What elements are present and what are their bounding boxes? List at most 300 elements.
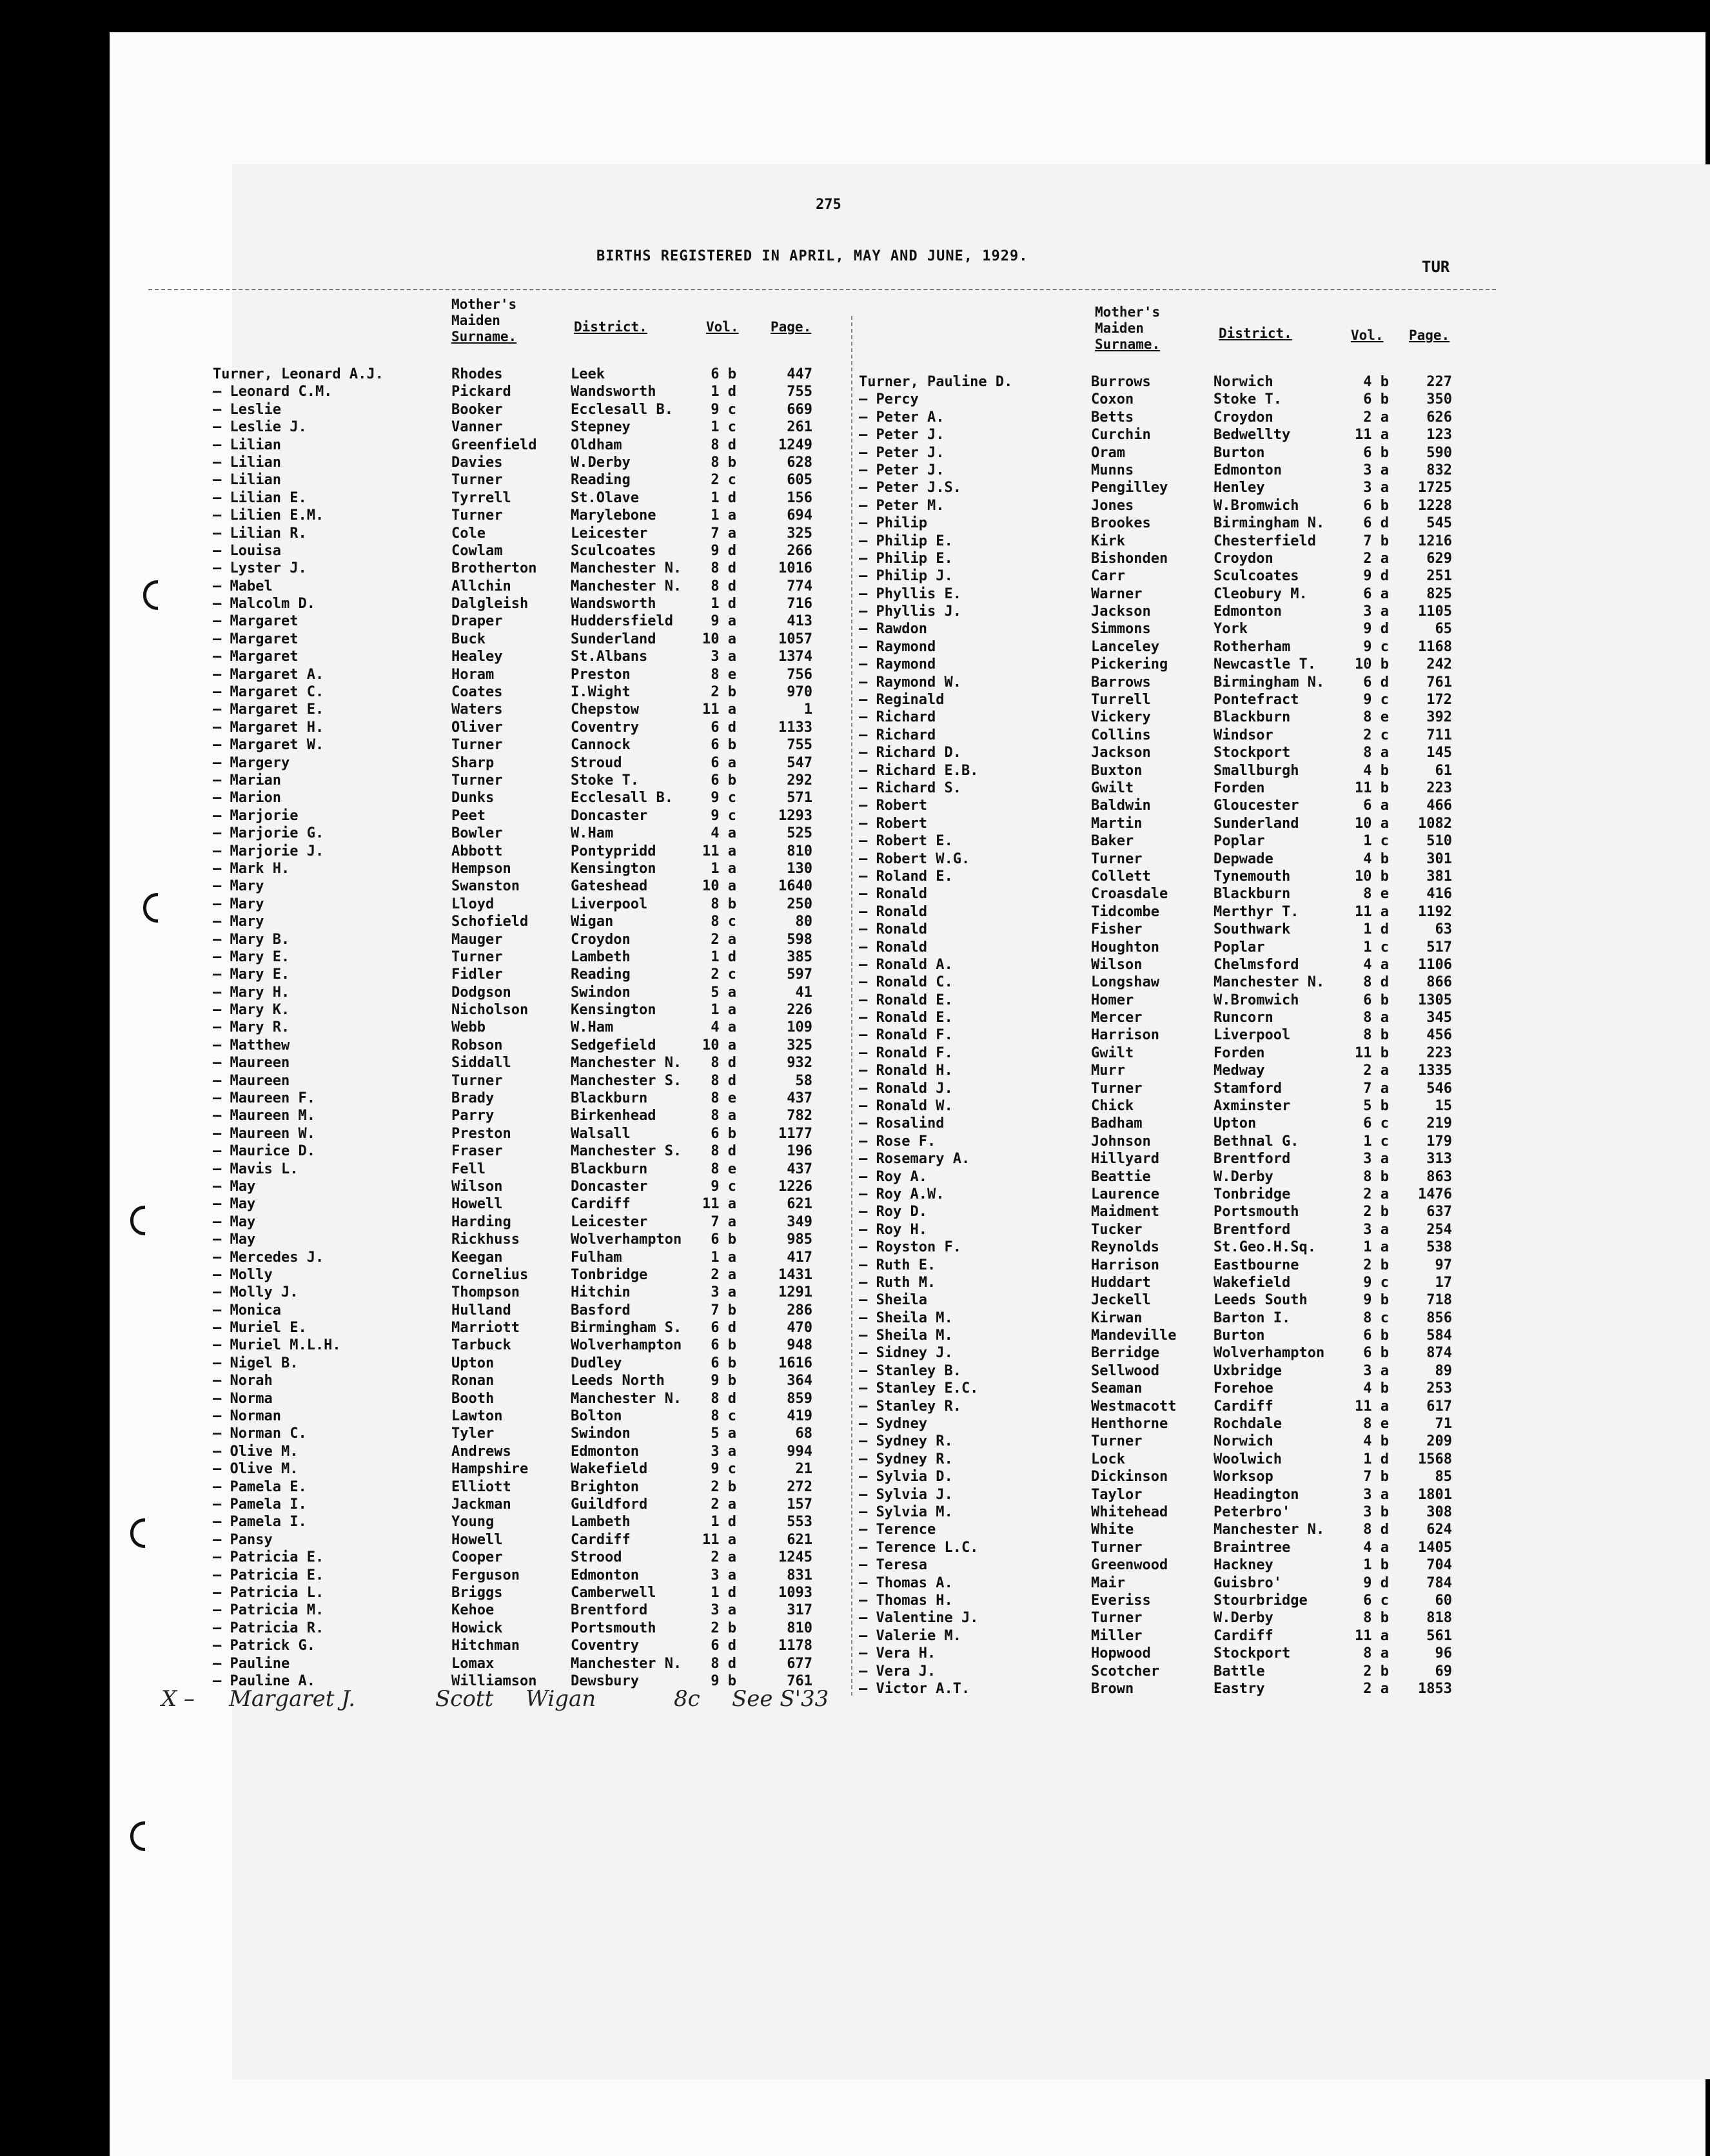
entry-name: Turner, Leonard A.J. [213,366,384,382]
volume: 8 d [711,1072,736,1089]
district: Portsmouth [1214,1204,1299,1220]
mother-maiden-name: Healey [451,649,503,665]
page-number-cell: 1133 [778,719,812,736]
page-number-cell: 621 [787,1531,812,1548]
district: Croydon [571,931,631,948]
volume: 6 a [1363,585,1389,602]
entry-name: — Margaret E. [213,701,324,718]
volume: 6 d [1363,515,1389,532]
district: Brentford [1214,1221,1291,1238]
volume: 11 a [702,843,736,859]
volume: 9 d [1363,568,1389,585]
entry-name: — Mary [213,914,264,930]
register-entry [859,1363,1478,1380]
register-entry [213,649,819,666]
register-entry [859,515,1478,533]
district: Swindon [571,984,631,1001]
entry-name: — Leslie [213,401,281,418]
page-number-cell: 417 [787,1249,812,1266]
mother-maiden-name: Fisher [1091,921,1143,938]
register-entry [213,1656,819,1673]
district: Gloucester [1214,798,1299,814]
register-entry [859,1469,1478,1486]
page-number-cell: 227 [1426,374,1452,390]
register-entry [213,1267,819,1284]
left-page-header: Page. [771,319,812,335]
page-number-cell: 437 [787,1161,812,1177]
volume: 10 a [702,1037,736,1054]
district: Bolton [571,1408,622,1425]
entry-name: — Margery [213,754,290,771]
page-number-cell: 413 [787,613,812,630]
entry-name: — Muriel E. [213,1320,307,1337]
entry-name: — Patricia R. [213,1620,324,1636]
entry-name: — Pauline [213,1655,290,1672]
page-number-cell: 156 [787,489,812,506]
mother-maiden-name: Kirk [1091,533,1125,549]
page-number-cell: 538 [1426,1239,1452,1256]
mother-maiden-name: Johnson [1091,1133,1151,1150]
entry-name: — Louisa [213,542,281,559]
register-entry [213,772,819,790]
page-number-cell: 590 [1426,444,1452,461]
volume: 9 a [711,613,736,630]
entry-name: — Mary R. [213,1019,290,1036]
district: Gateshead [571,878,648,895]
left-maiden-header: Mother's Maiden Surname. [451,297,517,344]
register-entry [213,1284,819,1302]
page-number-cell: 546 [1426,1080,1452,1097]
page-number-cell: 1305 [1418,992,1452,1008]
page-number-cell: 704 [1426,1557,1452,1574]
mother-maiden-name: Webb [451,1019,486,1036]
volume: 4 a [1363,1539,1389,1556]
page-number-cell: 17 [1435,1274,1452,1291]
district: York [1214,621,1248,638]
district: W.Derby [1214,1168,1273,1185]
entry-name: Turner, Pauline D. [859,374,1013,390]
register-entry [859,1027,1478,1044]
register-entry [859,763,1478,780]
entry-name: — Pansy [213,1531,273,1548]
district: Blackburn [1214,709,1291,726]
mother-maiden-name: Turner [451,507,503,524]
entry-name: — Patricia L. [213,1584,324,1601]
page-number-cell: 597 [787,966,812,983]
entry-name: — Roland E. [859,868,953,885]
district: Bethnal G. [1214,1133,1299,1150]
mother-maiden-name: Tucker [1091,1221,1143,1238]
district: Pontefract [1214,692,1299,709]
district: Sedgefield [571,1037,656,1054]
page-number-cell: 313 [1426,1151,1452,1168]
mother-maiden-name: Briggs [451,1584,503,1601]
volume: 6 a [711,754,736,771]
page-number-cell: 694 [787,507,812,524]
district: Chelmsford [1214,956,1299,973]
register-entry [213,1302,819,1320]
register-entry [213,1037,819,1055]
volume: 8 b [1363,1027,1389,1044]
entry-name: — Maureen M. [213,1108,315,1124]
volume: 2 b [1363,1663,1389,1680]
mother-maiden-name: Westmacott [1091,1398,1177,1415]
entry-name: — Nigel B. [213,1355,299,1371]
mother-maiden-name: Fidler [451,966,503,983]
mother-maiden-name: Hampshire [451,1461,529,1478]
volume: 6 b [1363,992,1389,1008]
entry-name: — May [213,1213,256,1230]
page-number-cell: 416 [1426,886,1452,903]
mother-maiden-name: Oliver [451,719,503,736]
register-entry [213,1161,819,1179]
mother-maiden-name: Jones [1091,497,1134,514]
register-entry [213,560,819,578]
page-number-cell: 1853 [1418,1680,1452,1697]
page-number-cell: 756 [787,666,812,683]
register-entry [213,578,819,596]
volume: 8 c [1363,1309,1389,1326]
mother-maiden-name: Williamson [451,1672,537,1689]
district: Coventry [571,1638,639,1654]
volume: 9 c [711,401,736,418]
mother-maiden-name: Andrews [451,1443,511,1460]
entry-name: — Reginald [859,692,945,709]
district: Basford [571,1302,631,1318]
register-entry [213,1620,819,1638]
register-entry [213,1019,819,1037]
mother-maiden-name: Reynolds [1091,1239,1159,1256]
volume: 8 a [1363,1010,1389,1026]
entry-name: — Robert W.G. [859,850,970,867]
register-entry [859,1133,1478,1151]
register-entry [213,1231,819,1249]
mother-maiden-name: Abbott [451,843,503,859]
district: Stoke T. [1214,391,1282,408]
volume: 7 b [1363,1469,1389,1485]
page-number-cell: 130 [787,860,812,877]
district: Stourbridge [1214,1592,1308,1609]
register-entry [859,1681,1478,1698]
district: Cannock [571,737,631,754]
entry-name: — Peter J. [859,427,945,444]
page-number-cell: 584 [1426,1328,1452,1344]
district: Hackney [1214,1557,1273,1574]
entry-name: — Percy [859,391,919,408]
volume: 10 b [1355,868,1389,885]
mother-maiden-name: Swanston [451,878,520,895]
district: Stroud [571,754,622,771]
register-entry [213,896,819,914]
volume: 4 a [711,1019,736,1036]
district: Axminster [1214,1098,1291,1115]
mother-maiden-name: Martin [1091,815,1143,832]
entry-name: — Sheila M. [859,1328,953,1344]
entry-name: — Ronald E. [859,992,953,1008]
district: Cardiff [571,1531,631,1548]
register-entry [213,1143,819,1161]
entry-name: — Patricia E. [213,1567,324,1583]
entry-name: — Margaret H. [213,719,324,736]
register-entry [213,808,819,825]
volume: 3 a [711,649,736,665]
register-entry [859,1540,1478,1557]
page-number-cell: 61 [1435,762,1452,779]
mother-maiden-name: Young [451,1514,495,1531]
page-number-cell: 60 [1435,1592,1452,1609]
mother-maiden-name: Greenfield [451,436,537,453]
entry-name: — Sydney R. [859,1433,953,1450]
entry-name: — Lilian [213,472,281,489]
page-number-cell: 254 [1426,1221,1452,1238]
register-entry [213,684,819,701]
page-number-cell: 261 [787,419,812,436]
page-number-cell: 669 [787,401,812,418]
district: Pontypridd [571,843,656,859]
mother-maiden-name: Dalgleish [451,596,529,612]
register-entry [859,1098,1478,1115]
entry-name: — Margaret [213,649,299,665]
mother-maiden-name: Howell [451,1196,503,1213]
mother-maiden-name: Huddart [1091,1274,1151,1291]
page-number-cell: 1168 [1418,638,1452,655]
volume: 2 b [711,684,736,701]
volume: 11 a [702,701,736,718]
page-number-cell: 553 [787,1514,812,1531]
mother-maiden-name: Beattie [1091,1168,1151,1185]
entry-name: — Leslie J. [213,419,307,436]
entry-name: — Ronald C. [859,974,953,991]
mother-maiden-name: Marriott [451,1320,520,1337]
register-entry [213,1355,819,1373]
entry-name: — Roy A. [859,1168,927,1185]
entry-name: — Mary [213,878,264,895]
entry-name: — Robert [859,815,927,832]
volume: 7 b [1363,533,1389,549]
entry-name: — Matthew [213,1037,290,1054]
volume: 6 d [711,1320,736,1337]
volume: 6 b [711,1125,736,1142]
district: Windsor [1214,727,1273,743]
volume: 9 b [711,1672,736,1689]
mother-maiden-name: Longshaw [1091,974,1159,991]
entry-name: — Olive M. [213,1461,299,1478]
register-entry [213,1214,819,1231]
register-entry [213,402,819,419]
district: Dewsbury [571,1672,639,1689]
volume: 8 d [1363,1522,1389,1538]
mother-maiden-name: Turner [1091,1539,1143,1556]
district: Reading [571,472,631,489]
page-number-cell: 598 [787,931,812,948]
entry-name: — Ronald A. [859,956,953,973]
register-entry [859,445,1478,462]
district: Worksop [1214,1469,1273,1485]
volume: 1 d [711,1514,736,1531]
register-entry [859,1310,1478,1328]
register-entry [859,374,1478,391]
entry-name: — Peter J. [859,444,945,461]
page-number-cell: 1093 [778,1584,812,1601]
page-number-cell: 21 [795,1461,812,1478]
district: Burton [1214,1328,1265,1344]
register-entry [859,1063,1478,1080]
mother-maiden-name: Carr [1091,568,1125,585]
entry-name: — Ronald F. [859,1044,953,1061]
register-entry [859,1557,1478,1574]
district: Braintree [1214,1539,1291,1556]
volume: 11 b [1355,1044,1389,1061]
mother-maiden-name: Cole [451,525,486,542]
page-number-cell: 1476 [1418,1186,1452,1202]
volume: 8 a [711,1108,736,1124]
volume: 1 a [1363,1239,1389,1256]
page-number-cell: 1226 [778,1178,812,1195]
entry-name: — Mark H. [213,860,290,877]
mother-maiden-name: Cornelius [451,1266,529,1283]
volume: 11 a [1355,427,1389,444]
mother-maiden-name: Tyrrell [451,489,511,506]
entry-name: — Ronald [859,939,927,956]
district: Poplar [1214,833,1265,850]
mother-maiden-name: Davies [451,454,503,471]
volume: 6 b [711,366,736,382]
register-entry [859,586,1478,603]
mother-maiden-name: Oram [1091,444,1125,461]
page-number-cell: 419 [787,1408,812,1425]
register-entry [213,737,819,754]
entry-name: — Rosemary A. [859,1151,970,1168]
entry-name: — Raymond W. [859,674,961,691]
column-divider [851,316,852,1696]
volume: 6 b [1363,497,1389,514]
register-entry [859,621,1478,638]
register-entry [213,1090,819,1108]
page-number-cell: 1616 [778,1355,812,1371]
mother-maiden-name: Thompson [451,1284,520,1301]
entry-name: — Lilian [213,436,281,453]
register-entry [213,878,819,896]
register-entry [859,409,1478,427]
volume: 8 c [711,1408,736,1425]
mother-maiden-name: Homer [1091,992,1134,1008]
entry-name: — Marjorie [213,807,299,824]
district: Norwich [1214,1433,1273,1450]
district: Cardiff [1214,1627,1273,1644]
district: Manchester N. [571,560,682,577]
entry-name: — Mabel [213,578,273,594]
volume: 10 b [1355,656,1389,673]
page-number-cell: 711 [1426,727,1452,743]
entry-name: — Pamela I. [213,1496,307,1513]
register-entry [859,551,1478,568]
entry-name: — Ronald E. [859,1010,953,1026]
register-entry [859,674,1478,692]
entry-name: — Sylvia M. [859,1504,953,1520]
page-number-cell: 172 [1426,692,1452,709]
volume: 11 a [1355,903,1389,920]
mother-maiden-name: Fraser [451,1143,503,1160]
volume: 1 b [1363,1557,1389,1574]
register-entry [213,914,819,931]
district: Birmingham N. [1214,674,1325,691]
volume: 7 a [1363,1080,1389,1097]
volume: 2 a [711,1496,736,1513]
district: Forden [1214,779,1265,796]
page-number-cell: 1216 [1418,533,1452,549]
district: Chesterfield [1214,533,1316,549]
page-number-cell: 863 [1426,1168,1452,1185]
mother-maiden-name: Croasdale [1091,886,1168,903]
district: Smallburgh [1214,762,1299,779]
volume: 2 a [1363,409,1389,426]
page-number-cell: 832 [1426,462,1452,478]
entry-name: — Ronald [859,921,927,938]
page-number-cell: 41 [795,984,812,1001]
district: Henley [1214,480,1265,496]
entry-name: — Molly [213,1266,273,1283]
district: Rochdale [1214,1416,1282,1433]
volume: 11 b [1355,779,1389,796]
register-entry [859,851,1478,868]
district: Ecclesall B. [571,790,673,807]
district: Kensington [571,860,656,877]
mother-maiden-name: Jackman [451,1496,511,1513]
page-number-cell: 157 [787,1496,812,1513]
entry-name: — Phyllis E. [859,585,961,602]
page-number-cell: 97 [1435,1257,1452,1273]
entry-name: — Pamela I. [213,1514,307,1531]
district: W.Derby [571,454,631,471]
mother-maiden-name: Turrell [1091,692,1151,709]
entry-name: — Mercedes J. [213,1249,324,1266]
district: Forden [1214,1044,1265,1061]
header-rule [148,289,1496,290]
mother-maiden-name: Everiss [1091,1592,1151,1609]
district: Leicester [571,1213,648,1230]
entry-name: — Vera H. [859,1645,936,1662]
register-entry [859,1645,1478,1663]
page-number-cell: 301 [1426,850,1452,867]
page-number-cell: 253 [1426,1380,1452,1397]
left-district-header: District. [574,319,647,335]
district: Wigan [571,914,614,930]
page-number-cell: 68 [795,1426,812,1442]
page-number-cell: 605 [787,472,812,489]
district: Lambeth [571,1514,631,1531]
page-number-cell: 859 [787,1390,812,1407]
district: Leeds North [571,1373,665,1389]
mother-maiden-name: Jeckell [1091,1292,1151,1309]
mother-maiden-name: Tarbuck [451,1337,511,1354]
page-number-cell: 466 [1426,798,1452,814]
right-entries [859,374,1478,1698]
mother-maiden-name: Rickhuss [451,1231,520,1248]
mother-maiden-name: Brown [1091,1680,1134,1697]
district: Birkenhead [571,1108,656,1124]
mother-maiden-name: Pickering [1091,656,1168,673]
volume: 6 b [711,1355,736,1371]
register-entry [859,974,1478,992]
mother-maiden-name: Bowler [451,825,503,842]
register-entry [213,949,819,966]
entry-name: — Sheila M. [859,1309,953,1326]
register-entry [213,932,819,949]
entry-name: — Margaret A. [213,666,324,683]
district: Leeds South [1214,1292,1308,1309]
entry-name: — Lyster J. [213,560,307,577]
entry-name: — Stanley R. [859,1398,961,1415]
